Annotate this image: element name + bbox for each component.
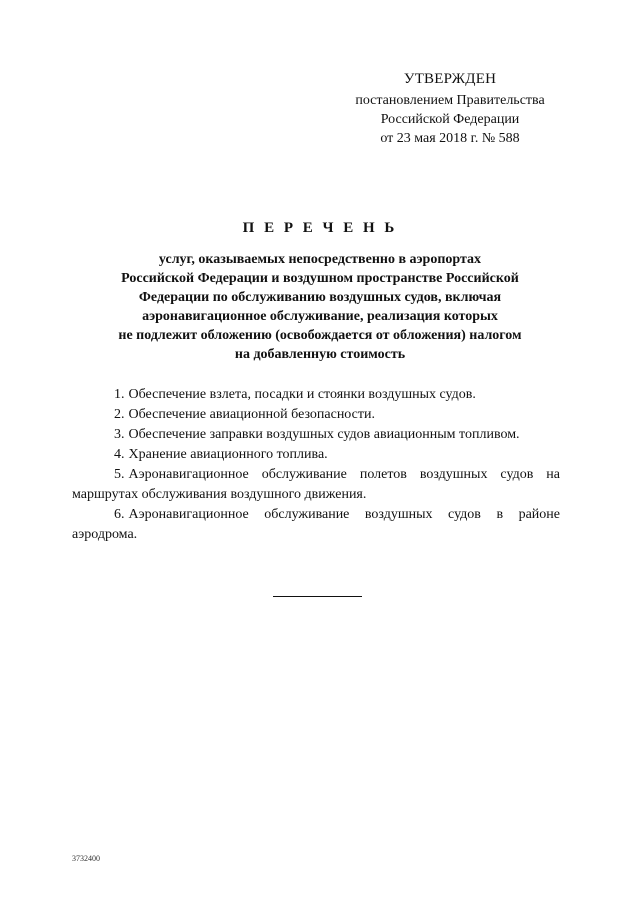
item-text: Аэронавигационное обслуживание полетов воздушных судов на маршрутах обслуживания воздушного движения. <box>72 467 560 502</box>
list-item <box>72 405 560 425</box>
document-title: П Е Р Е Ч Е Н Ь <box>242 220 398 236</box>
subtitle-line: аэронавигационное обслуживание, реализация которых <box>142 309 498 324</box>
item-text: Хранение авиационного топлива. <box>128 447 328 462</box>
approval-line-resolution: постановлением Правительства <box>355 93 545 108</box>
document-subtitle <box>70 250 570 364</box>
approval-title: УТВЕРЖДЕН <box>403 71 497 87</box>
list-item <box>72 425 560 445</box>
item-number: 2. <box>114 407 125 422</box>
item-text: Обеспечение авиационной безопасности. <box>128 407 375 422</box>
item-number: 4. <box>114 447 125 462</box>
item-text: Аэронавигационное обслуживание воздушных судов в районе аэродрома. <box>72 507 560 542</box>
item-number: 5. <box>114 467 125 482</box>
subtitle-line: на добавленную стоимость <box>234 347 406 362</box>
end-separator-line <box>273 596 362 597</box>
approval-line-date-number: от 23 мая 2018 г. № 588 <box>380 131 520 146</box>
item-number: 1. <box>114 387 125 402</box>
list-item <box>72 385 560 405</box>
item-number: 3. <box>114 427 125 442</box>
list-item <box>72 465 560 505</box>
subtitle-line: Федерации по обслуживанию воздушных судов, включая <box>138 290 502 305</box>
services-list <box>72 385 560 545</box>
item-text: Обеспечение взлета, посадки и стоянки воздушных судов. <box>128 387 476 402</box>
item-number: 6. <box>114 507 125 522</box>
item-text: Обеспечение заправки воздушных судов авиационным топливом. <box>128 427 520 442</box>
approval-block <box>330 70 570 148</box>
subtitle-line: Российской Федерации и воздушном пространстве Российской <box>121 271 519 286</box>
subtitle-line: не подлежит обложению (освобождается от обложения) налогом <box>118 328 522 343</box>
approval-line-government: Российской Федерации <box>380 112 520 127</box>
list-item <box>72 445 560 465</box>
subtitle-line: услуг, оказываемых непосредственно в аэропортах <box>158 252 482 267</box>
list-item <box>72 505 560 545</box>
footer-document-code: 3732400 <box>72 854 100 863</box>
